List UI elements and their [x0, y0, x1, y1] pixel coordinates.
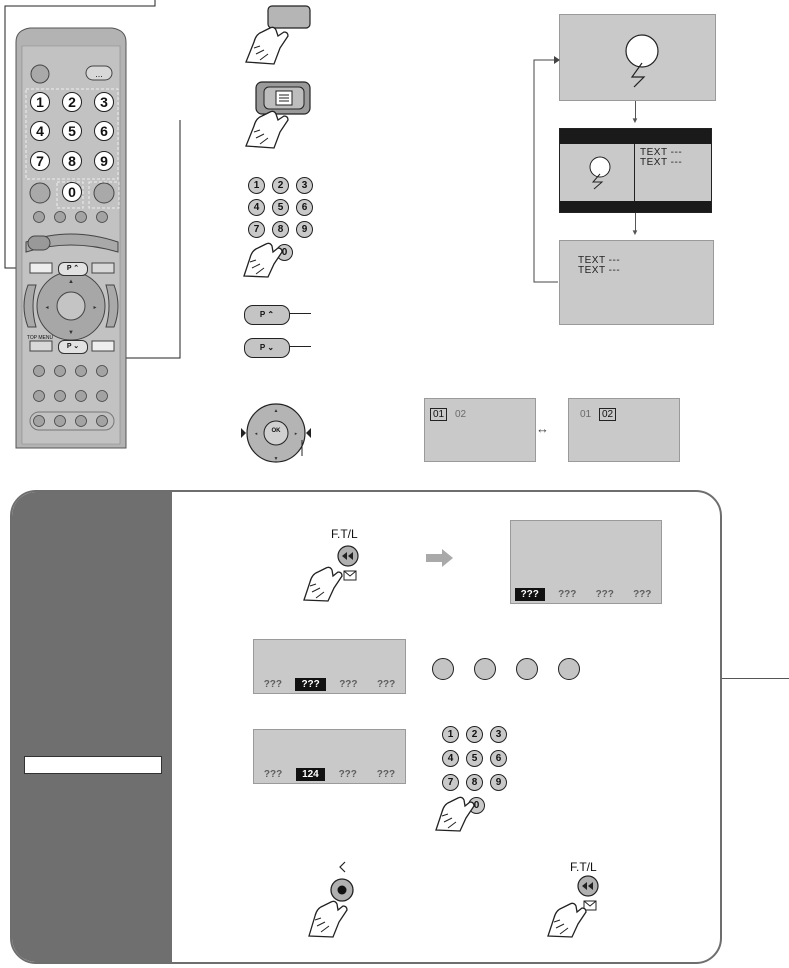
tv-screen-picture — [559, 14, 716, 101]
page-left-next: 02 — [455, 409, 467, 420]
panel-key-5[interactable]: 5 — [466, 750, 483, 767]
text-line-4: TEXT --- — [578, 265, 621, 276]
svg-text:▼: ▼ — [68, 330, 74, 336]
arrow-down-icon: ▼ — [631, 116, 639, 125]
remote-key-6[interactable]: 6 — [94, 121, 114, 141]
remote-key-8[interactable]: 8 — [62, 151, 82, 171]
step-key-1[interactable]: 1 — [248, 177, 265, 194]
fav-mid-tab-1: ??? — [263, 678, 283, 690]
remote-key-7[interactable]: 7 — [30, 151, 50, 171]
step-p-up-leader — [289, 313, 311, 314]
fav-mid-tab-4: ??? — [376, 678, 396, 690]
step-key-0[interactable]: 0 — [276, 244, 293, 261]
panel-key-7[interactable]: 7 — [442, 774, 459, 791]
pointing-hand-icon — [240, 230, 284, 278]
fav-top-tab-2: ??? — [558, 588, 577, 600]
panel-key-1[interactable]: 1 — [442, 726, 459, 743]
step-key-5[interactable]: 5 — [272, 199, 289, 216]
remote-key-0[interactable]: 0 — [62, 182, 82, 202]
step-key-9[interactable]: 9 — [296, 221, 313, 238]
step-ok-label: OK — [271, 428, 281, 434]
tv-screen-split — [559, 128, 712, 213]
step-key-8[interactable]: 8 — [272, 221, 289, 238]
step-text-button — [240, 78, 320, 150]
panel-key-8[interactable]: 8 — [466, 774, 483, 791]
page-select-screen-left — [424, 398, 536, 462]
split-text-line-2: TEXT --- — [640, 157, 683, 168]
panel-key-9[interactable]: 9 — [490, 774, 507, 791]
remote-key-9[interactable]: 9 — [94, 151, 114, 171]
step-red-button — [240, 2, 320, 68]
svg-text:◂: ◂ — [254, 431, 258, 437]
fav-top-tab-4: ??? — [633, 588, 652, 600]
fav-mid-tab-2: ??? — [295, 678, 325, 691]
remote-key-2[interactable]: 2 — [62, 92, 82, 112]
page-select-screen-right — [568, 398, 680, 462]
step-p-down-button[interactable]: P ⌄ — [244, 338, 290, 358]
svg-text:▲: ▲ — [68, 279, 74, 285]
svg-text:▸: ▸ — [93, 305, 97, 311]
remote-key-3[interactable]: 3 — [94, 92, 114, 112]
fav-screen-bottom — [253, 729, 406, 784]
remote-key-1[interactable]: 1 — [30, 92, 50, 112]
panel-side-leader — [722, 678, 789, 679]
remote-key-5[interactable]: 5 — [62, 121, 82, 141]
fav-bottom-tab-4: ??? — [376, 768, 396, 780]
step-key-7[interactable]: 7 — [248, 221, 265, 238]
picture-icon — [560, 15, 717, 102]
panel-key-0[interactable]: 0 — [468, 797, 485, 814]
panel-key-2[interactable]: 2 — [466, 726, 483, 743]
ftl-button-1[interactable] — [300, 542, 370, 602]
color-button-4[interactable] — [558, 658, 580, 680]
split-text-line-1: TEXT --- — [640, 147, 683, 158]
step-p-down-leader — [289, 346, 311, 347]
fav-bottom-tab-2: 124 — [296, 768, 325, 781]
fav-top-tab-3: ??? — [595, 588, 614, 600]
fav-top-tab-1: ??? — [515, 588, 545, 601]
ftl-label-1: F.T/L — [331, 527, 358, 541]
fav-bottom-tab-1: ??? — [263, 768, 283, 780]
panel-key-4[interactable]: 4 — [442, 750, 459, 767]
ftl-label-2: F.T/L — [570, 860, 597, 874]
svg-text:▼: ▼ — [273, 456, 279, 462]
svg-text:▸: ▸ — [294, 431, 298, 437]
pointing-hand-icon — [432, 784, 476, 832]
remote-p-down-button[interactable]: P ⌄ — [58, 340, 88, 354]
fav-screen-top — [510, 520, 662, 604]
fav-mid-tab-3: ??? — [339, 678, 358, 690]
remote-control — [0, 0, 190, 470]
svg-text:▲: ▲ — [273, 408, 279, 414]
step-key-2[interactable]: 2 — [272, 177, 289, 194]
remote-p-up-label: P — [66, 265, 72, 272]
ftl-button-2[interactable] — [546, 872, 616, 938]
store-button[interactable] — [305, 858, 371, 938]
step-key-4[interactable]: 4 — [248, 199, 265, 216]
panel-sidebar — [12, 492, 172, 962]
arrow-right-icon — [426, 549, 454, 567]
panel-key-3[interactable]: 3 — [490, 726, 507, 743]
svg-text:◂: ◂ — [45, 305, 49, 311]
swap-arrow-icon: ↔ — [536, 421, 549, 436]
panel-sidebar-label-box — [24, 756, 162, 774]
picture-small-icon — [580, 155, 620, 195]
step-key-3[interactable]: 3 — [296, 177, 313, 194]
tv-screen-text — [559, 240, 714, 325]
color-button-1[interactable] — [432, 658, 454, 680]
more-button-label: ... — [95, 69, 103, 79]
page-left-selected: 01 — [430, 408, 447, 421]
color-button-2[interactable] — [474, 658, 496, 680]
fav-screen-mid — [253, 639, 406, 694]
remote-p-down-label: P — [66, 343, 72, 350]
step-p-down-label: P — [259, 343, 266, 352]
arrow-down-icon: ▼ — [631, 228, 639, 237]
page-right-prev: 01 — [580, 409, 592, 420]
panel-key-6[interactable]: 6 — [490, 750, 507, 767]
fav-bottom-tab-3: ??? — [338, 768, 357, 780]
top-menu-label: TOP MENU — [26, 335, 54, 341]
step-p-up-label: P — [259, 310, 266, 319]
page-right-selected: 02 — [599, 408, 616, 421]
remote-key-4[interactable]: 4 — [30, 121, 50, 141]
color-button-3[interactable] — [516, 658, 538, 680]
remote-p-up-button[interactable]: P ⌃ — [58, 262, 88, 276]
step-key-6[interactable]: 6 — [296, 199, 313, 216]
text-line-3: TEXT --- — [578, 255, 621, 266]
step-p-up-button[interactable]: P ⌃ — [244, 305, 290, 325]
loop-back-arrow — [528, 52, 562, 292]
